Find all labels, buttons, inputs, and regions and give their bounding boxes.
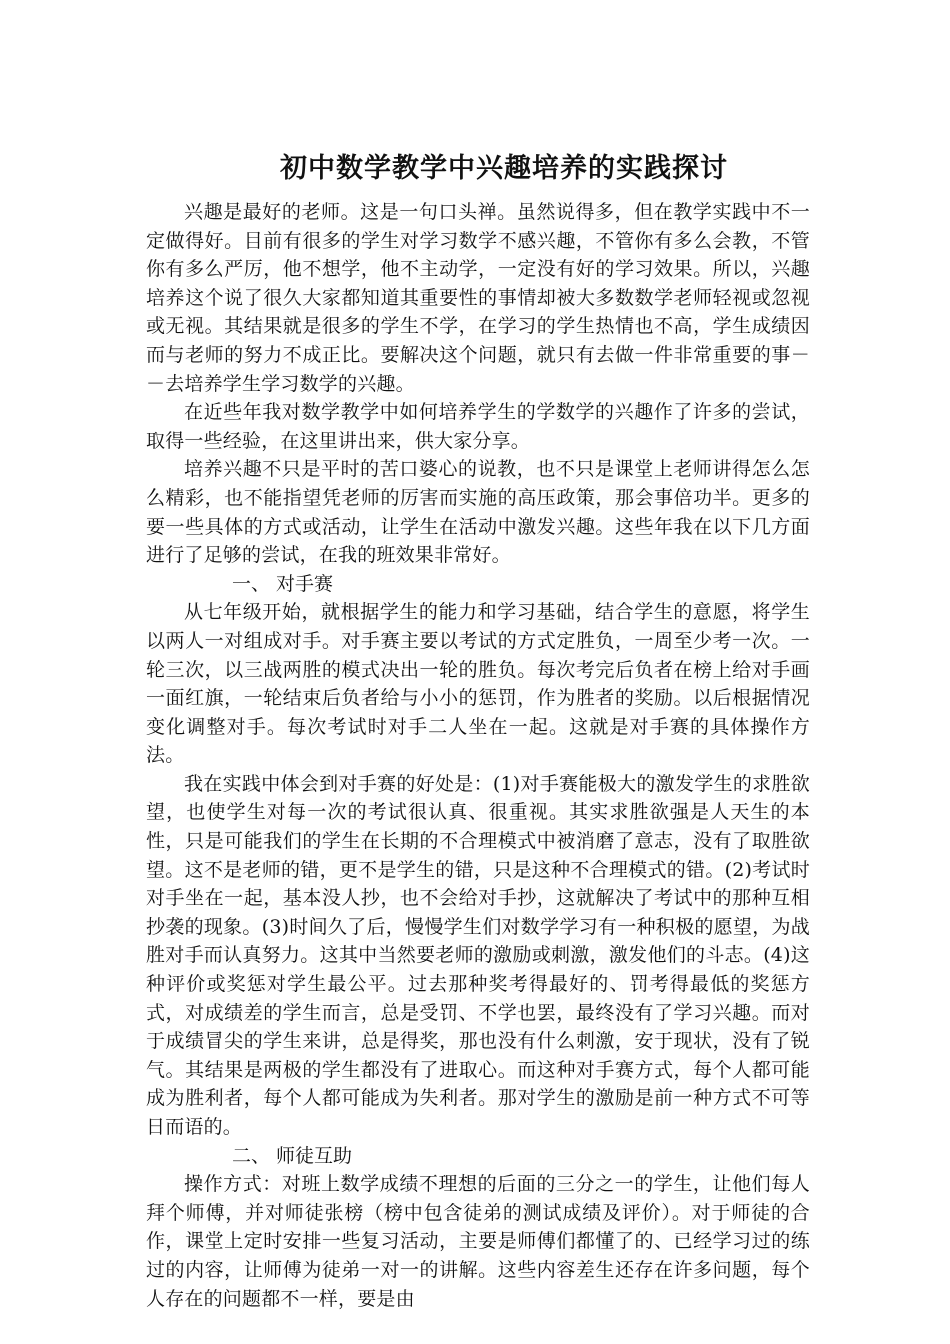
document-body: [146, 198, 810, 1313]
section-heading-2: 二、 师徒互助: [232, 1144, 353, 1167]
section1-paragraph-2: 我在实践中体会到对手赛的好处是：(1)对手赛能极大的激发学生的求胜欲望，也使学生对每一次的考试很认真、很重视。其实求胜欲强是人天生的本性，只是可能我们的学生在长期的不合理模式中被消磨了意志，没有了取胜欲望。这不是老师的错，更不是学生的错，只是这种不合理模式的错。(2)考试时对手坐在一起，基本没人抄，也不会给对手抄，这就解决了考试中的那种互相抄袭的现象。(3)时间久了后，慢慢学生们对数学学习有一种积极的愿望，为战胜对手而认真努力。这其中当然要老师的激励或刺激，激发他们的斗志。(4)这种评价或奖惩对学生最公平。过去那种奖考得最好的、罚考得最低的奖惩方式，对成绩差的学生而言，总是受罚、不学也罢，最终没有了学习兴趣。而对于成绩冒尖的学生来讲，总是得奖，那也没有什么刺激，安于现状，没有了锐气。其结果是两极的学生都没有了进取心。而这种对手赛方式，每个人都可能成为胜利者，每个人都可能成为失利者。那对学生的激励是前一种方式不可等日而语的。: [146, 772, 810, 1138]
intro-paragraph-3: 培养兴趣不只是平时的苦口婆心的说教，也不只是课堂上老师讲得怎么怎么精彩，也不能指望凭老师的厉害而实施的高压政策，那会事倍功半。更多的要一些具体的方式或活动，让学生在活动中激发兴趣。这些年我在以下几方面进行了足够的尝试，在我的班效果非常好。: [146, 458, 810, 567]
document-title: 初中数学教学中兴趣培养的实践探讨: [280, 153, 728, 185]
section1-paragraph-1: 从七年级开始，就根据学生的能力和学习基础，结合学生的意愿，将学生以两人一对组成对手。对手赛主要以考试的方式定胜负，一周至少考一次。一轮三次，以三战两胜的模式决出一轮的胜负。每次考完后负者在榜上给对手画一面红旗，一轮结束后负者给与小小的惩罚，作为胜者的奖励。以后根据情况变化调整对手。每次考试时对手二人坐在一起。这就是对手赛的具体操作方法。: [146, 601, 810, 767]
section2-paragraph-1: 操作方式：对班上数学成绩不理想的后面的三分之一的学生，让他们每人拜个师傅，并对师徒张榜（榜中包含徒弟的测试成绩及评价）。对于师徒的合作，课堂上定时安排一些复习活动，主要是师傅们都懂了的、已经学习过的练过的内容，让师傅为徒弟一对一的讲解。这些内容差生还存在许多问题，每个人存在的问题都不一样，要是由: [146, 1173, 810, 1310]
intro-paragraph-2: 在近些年我对数学教学中如何培养学生的学数学的兴趣作了许多的尝试，取得一些经验，在这里讲出来，供大家分享。: [146, 401, 810, 452]
section-heading-1: 一、 对手赛: [232, 572, 334, 595]
intro-paragraph-1: 兴趣是最好的老师。这是一句口头禅。虽然说得多，但在教学实践中不一定做得好。目前有很多的学生对学习数学不感兴趣，不管你有多么会教，不管你有多么严厉，他不想学，他不主动学，一定没有好的学习效果。所以，兴趣培养这个说了很久大家都知道其重要性的事情却被大多数数学老师轻视或忽视或无视。其结果就是很多的学生不学，在学习的学生热情也不高，学生成绩因而与老师的努力不成正比。要解决这个问题，就只有去做一件非常重要的事－－去培养学生学习数学的兴趣。: [146, 201, 810, 395]
